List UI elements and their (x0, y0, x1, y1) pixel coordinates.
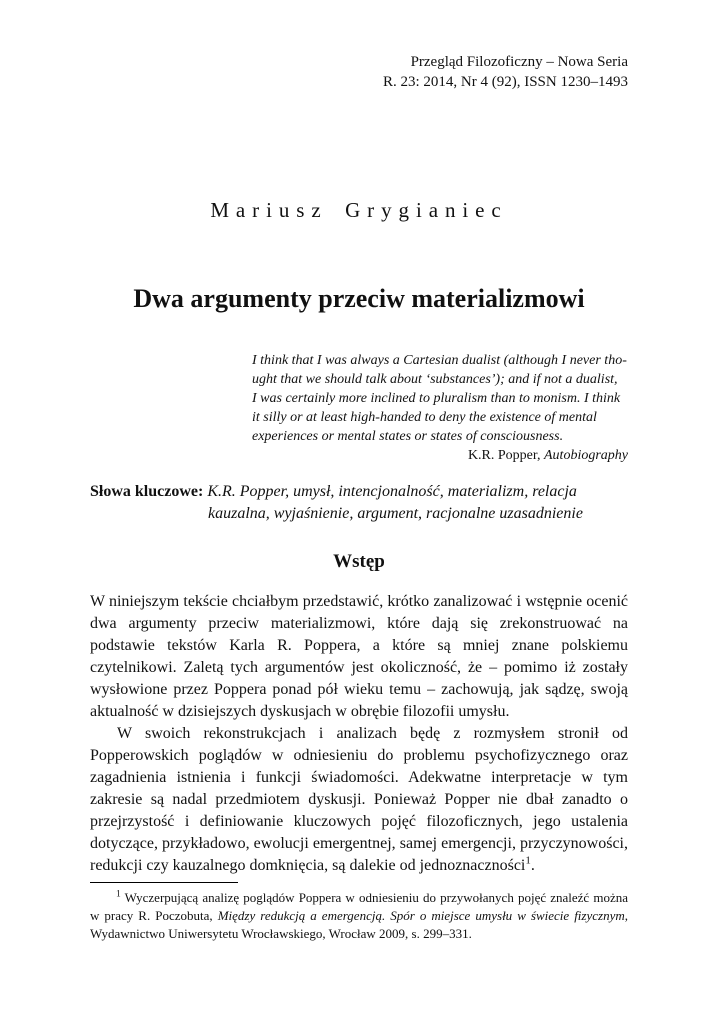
footnote-text-start: Wyczerpującą analizę poglądów Poppera w odniesieniu do przywołanych pojęć znaleźć można w pracy R. Poczobuta, (90, 890, 628, 923)
keywords-block (90, 481, 628, 525)
epigraph-line: I think that I was always a Cartesian dualist (although I never tho- (252, 353, 627, 368)
keywords-label: Słowa kluczowe: (90, 483, 204, 500)
body-paragraph-1: W niniejszym tekście chciałbym przedstawić, krótko zanalizować i wstępnie ocenić dwa argumenty przeciw materializmowi, które dają się zrekonstruować na podstawie tekstów Karla R. Poppera, a które są mniej znane polskiemu czytelnikowi. Zaletą tych argumentów jest okoliczność, że – pomimo iż zostały wysłowione przez Poppera ponad pół wieku temu – zachowują, jak sądzę, swoją aktualność w dzisiejszych dyskusjach w obrębie filozofii umysłu. (90, 593, 628, 720)
epigraph-line: it silly or at least high-handed to deny the existence of mental (252, 410, 597, 425)
footnote-reference: 1 (525, 854, 531, 867)
epigraph (252, 351, 628, 465)
paragraph-end: . (530, 857, 535, 874)
epigraph-line: I was certainly more inclined to pluralism than to monism. I think (252, 391, 621, 406)
section-heading: Wstęp (333, 551, 385, 572)
footnote-separator (90, 882, 238, 883)
journal-header (90, 52, 628, 92)
author-name: Mariusz Grygianiec (210, 198, 508, 222)
footnote-book-title: Między redukcją a emergencją. Spór o miejsce umysłu w świecie fizycznym (217, 908, 625, 923)
body-paragraph-2 (90, 723, 628, 877)
attribution-work: Autobiography (544, 448, 628, 463)
attribution-author: K.R. Popper, (467, 448, 544, 463)
epigraph-line: ught that we should talk about ‘substances’); and if not a dualist, (252, 372, 618, 387)
journal-issue-info: R. 23: 2014, Nr 4 (92), ISSN 1230–1493 (382, 74, 628, 90)
journal-name: Przegląd Filozoficzny – Nowa Seria (410, 54, 628, 70)
article-title: Dwa argumenty przeciw materializmowi (133, 284, 585, 313)
epigraph-text (252, 351, 628, 446)
keywords-text: K.R. Popper, umysł, intencjonalność, materializm, relacja kauzalna, wyjaśnienie, argument, racjonalne uzasadnienie (207, 483, 583, 522)
footnote-number: 1 (116, 889, 121, 900)
footnote (90, 889, 628, 943)
paragraph-text: W swoich rekonstrukcjach i analizach będę z rozmysłem stronił od Popperowskich poglądów w odniesieniu do problemu psychofizycznego oraz zagadnienia istnienia i funkcji świadomości. Adekwatne interpretacje w tym zakresie są nadal przedmiotem dyskusji. Ponieważ Popper nie dbał zanadto o przejrzystość i definiowanie kluczowych pojęć filozoficznych, jego ustalenia dotyczące, przykładowo, ewolucji emergentnej, samej emergencji, przyczynowości, redukcji czy kauzalnego domknięcia, są dalekie od jednoznaczności (90, 725, 628, 874)
epigraph-line: experiences or mental states or states of consciousness. (252, 429, 564, 444)
epigraph-attribution (252, 446, 628, 465)
footnote-text-end: , Wydawnictwo Uniwersytetu Wrocławskiego, Wrocław 2009, s. 299–331. (90, 908, 628, 941)
